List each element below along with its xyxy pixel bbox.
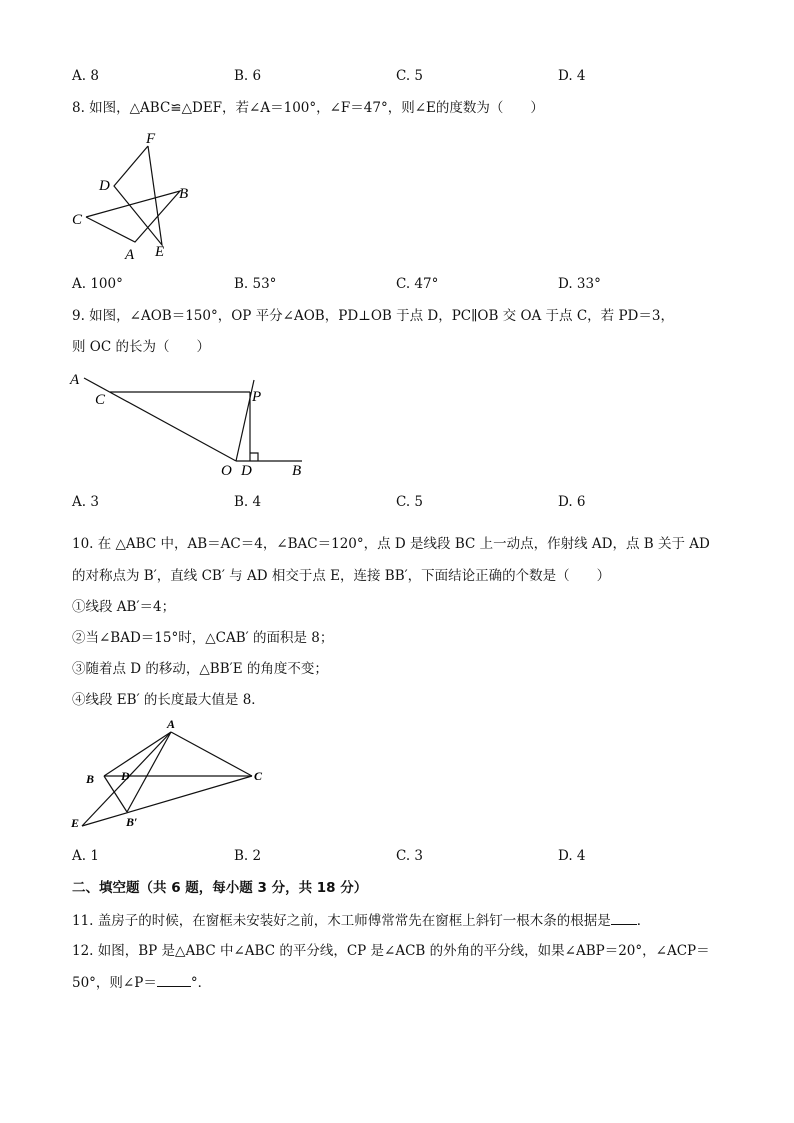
- q10-stem-line2: 的对称点为 B′，直线 CB′ 与 AD 相交于点 E，连接 BB′，下面结论正确的个数是（ ）: [72, 568, 611, 584]
- section-2-title: 二、填空题（共 6 题，每小题 3 分，共 18 分）: [72, 880, 368, 896]
- q11-text: [72, 910, 650, 931]
- q8-option-d: D. 33°: [558, 276, 601, 292]
- q10-stem-line1: 10. 在 △ABC 中，AB＝AC＝4，∠BAC＝120°，点 D 是线段 BC 上一动点，作射线 AD，点 B 关于 AD: [72, 536, 710, 552]
- q8-label-d: D: [99, 178, 110, 194]
- q12-line2-end: °．: [190, 975, 212, 991]
- q9-label-d: D: [241, 463, 252, 479]
- q8-label-e: E: [155, 244, 165, 260]
- q10-figure: [66, 718, 276, 838]
- q8-option-b: B. 53°: [234, 276, 277, 292]
- q10-option-b: B. 2: [234, 848, 262, 864]
- q7-option-d: D. 4: [558, 68, 586, 84]
- q9-label-p: P: [252, 389, 262, 405]
- q10-label-e: E: [71, 816, 80, 830]
- q9-label-a: A: [70, 372, 80, 388]
- q8-option-a: A. 100°: [72, 276, 123, 292]
- q10-label-bprime: B′: [126, 815, 138, 829]
- q7-option-c: C. 5: [396, 68, 424, 84]
- q10-statement-1: ①线段 AB′＝4；: [72, 599, 176, 615]
- q10-statement-2: ②当∠BAD＝15°时，△CAB′ 的面积是 8；: [72, 630, 334, 646]
- q8-label-c: C: [72, 212, 83, 228]
- q12-blank[interactable]: [157, 972, 191, 987]
- q12-line2-start: 50°，则∠P＝: [72, 975, 157, 991]
- q9-stem-line2: 则 OC 的长为（ ）: [72, 339, 210, 355]
- q10-label-d: D: [121, 769, 130, 783]
- q10-statement-4: ④线段 EB′ 的长度最大值是 8．: [72, 692, 265, 708]
- q8-label-a: A: [125, 247, 135, 263]
- q10-label-a: A: [167, 718, 176, 731]
- q9-option-b: B. 4: [234, 494, 262, 510]
- q10-option-c: C. 3: [396, 848, 424, 864]
- q9-stem-line1: 9. 如图，∠AOB＝150°，OP 平分∠AOB，PD⊥OB 于点 D，PC∥OB 交 OA 于点 C，若 PD＝3，: [72, 308, 674, 324]
- q8-label-b: B: [179, 186, 189, 202]
- q8-stem: 8. 如图，△ABC≌△DEF，若∠A＝100°，∠F＝47°，则∠E的度数为（ ）: [72, 100, 544, 116]
- q9-label-o: O: [221, 463, 232, 479]
- q11-blank[interactable]: [611, 910, 637, 925]
- q7-option-a: A. 8: [72, 68, 99, 84]
- q8-option-c: C. 47°: [396, 276, 439, 292]
- q9-option-d: D. 6: [558, 494, 586, 510]
- q11-end: ．: [636, 913, 651, 929]
- q8-label-f: F: [146, 131, 156, 147]
- q9-option-a: A. 3: [72, 494, 99, 510]
- q10-option-a: A. 1: [72, 848, 99, 864]
- q7-option-b: B. 6: [234, 68, 262, 84]
- q10-option-d: D. 4: [558, 848, 586, 864]
- q9-option-c: C. 5: [396, 494, 424, 510]
- q12-line1: 12. 如图，BP 是△ABC 中∠ABC 的平分线，CP 是∠ACB 的外角的平分线，如果∠ABP＝20°，∠ACP＝: [72, 943, 710, 959]
- q9-label-c: C: [95, 392, 106, 408]
- q10-label-c: C: [254, 769, 263, 783]
- q10-label-b: B: [86, 772, 95, 786]
- q11-stem: 11. 盖房子的时候，在窗框未安装好之前，木工师傅常常先在窗框上斜钉一根木条的根据是: [72, 913, 611, 929]
- q12-line2: [72, 972, 211, 993]
- q8-figure: [66, 128, 206, 264]
- q10-statement-3: ③随着点 D 的移动，△BB′E 的角度不变；: [72, 661, 328, 677]
- q9-figure: [66, 366, 316, 482]
- q9-label-b: B: [292, 463, 302, 479]
